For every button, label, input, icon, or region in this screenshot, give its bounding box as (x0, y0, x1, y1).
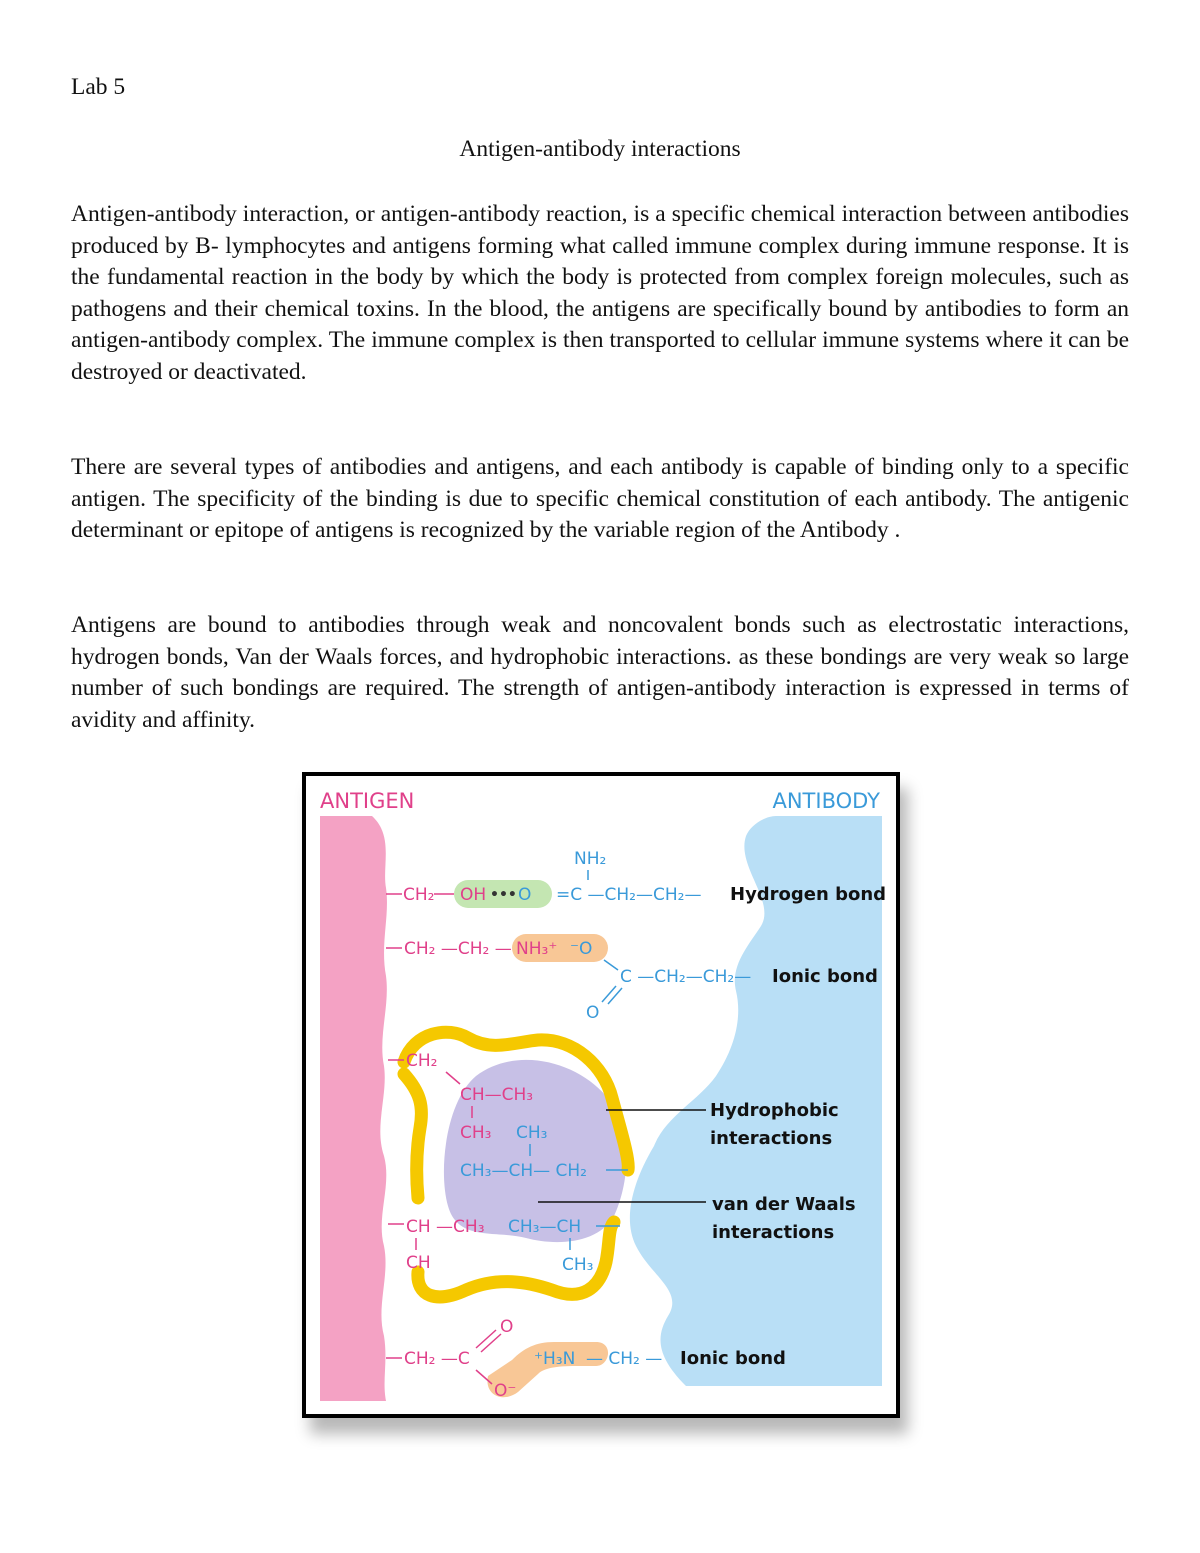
chem-chch3: CH—CH₃ (460, 1085, 534, 1105)
antigen-surface (320, 816, 387, 1401)
lab-number: Lab 5 (71, 74, 126, 100)
chem-o-minus: O⁻ (494, 1381, 517, 1401)
paragraph-definition: Antigen-antibody interaction, or antigen-antibody reaction, is a specific chemical interaction between antibodies produced by B- lymphocytes and antigens forming what called immune complex during immune response. It is the fundamental reaction in the body by which the body is protected from complex foreign molecules, such as pathogens and their chemical toxins. In the blood, the antigens are specifically bound by antibodies to form an antigen-antibody complex. The immune complex is then transported to cellular immune systems where it can be destroyed or deactivated. (71, 201, 1129, 385)
chem-chain: CH₂ —C (404, 1349, 470, 1369)
page-title: Antigen-antibody interactions (459, 136, 741, 162)
chem-oh: OH (460, 885, 487, 905)
chem-nh2: NH₂ (574, 849, 607, 869)
hydrophobic-boundary (404, 1074, 421, 1198)
antibody-label: ANTIBODY (772, 789, 880, 813)
chem-chain: CH₃—CH (508, 1217, 582, 1237)
bond-diagram (306, 776, 896, 1414)
chem-o: O (500, 1317, 514, 1337)
chem-chain: — CH₂ — (586, 1349, 663, 1369)
paragraph-specificity: There are several types of antibodies and antigens, and each antibody is capable of binding only to a specific antigen. The specificity of the binding is due to specific chemical constitution of each antibody. The antigenic determinant or epitope of antigens is recognized by the variable region of the Antibody . (71, 454, 1129, 544)
label-ionic-bond: Ionic bond (772, 966, 878, 987)
chem-chain: =C —CH₂—CH₂— (556, 885, 702, 905)
antigen-label: ANTIGEN (320, 789, 415, 813)
label-vdw: van der Waals (712, 1194, 856, 1215)
chem-ch3: CH₃ (516, 1123, 548, 1143)
bond-line (481, 1334, 501, 1352)
chem-h3n: ⁺H₃N (534, 1349, 576, 1369)
label-ionic-bond-2: Ionic bond (680, 1348, 786, 1369)
chem-o: O (518, 885, 532, 905)
chem-ch2: CH₂ (406, 1051, 438, 1071)
chem-chain: CH₂ —CH₂ — (404, 939, 512, 959)
label-vdw-2: interactions (712, 1222, 835, 1243)
chem-o-minus: ⁻O (570, 939, 593, 959)
chem-nh3: NH₃⁺ (516, 939, 558, 959)
chem-chain: C —CH₂—CH₂— (620, 967, 752, 987)
antigen-antibody-figure (302, 772, 900, 1418)
chem-o: O (586, 1003, 600, 1023)
chem-ch: CH (406, 1253, 431, 1273)
label-hydrogen-bond: Hydrogen bond (730, 884, 887, 905)
label-hydrophobic-2: interactions (710, 1128, 833, 1149)
hbond-dots: ••• (490, 887, 517, 903)
bond-line (476, 1330, 496, 1348)
bond-line (446, 1072, 460, 1084)
chem-ch3: CH₃ (562, 1255, 594, 1275)
bond-line (604, 960, 618, 970)
label-hydrophobic: Hydrophobic (710, 1100, 839, 1121)
chem-chain: CH₃—CH— CH₂ (460, 1161, 587, 1181)
bond-line (608, 988, 622, 1004)
chem-chain: CH —CH₃ (406, 1217, 485, 1237)
chem-ch2: CH₂ (403, 885, 435, 905)
paragraph-bonds: Antigens are bound to antibodies through weak and noncovalent bonds such as electrostatic interactions, hydrogen bonds, Van der Waals forces, and hydrophobic interactions. as these bondings are very weak so large number of such bondings are required. The strength of antigen-antibody interaction is expressed in terms of avidity and affinity. (71, 612, 1129, 733)
bond-line (602, 986, 616, 1002)
chem-ch3: CH₃ (460, 1123, 492, 1143)
